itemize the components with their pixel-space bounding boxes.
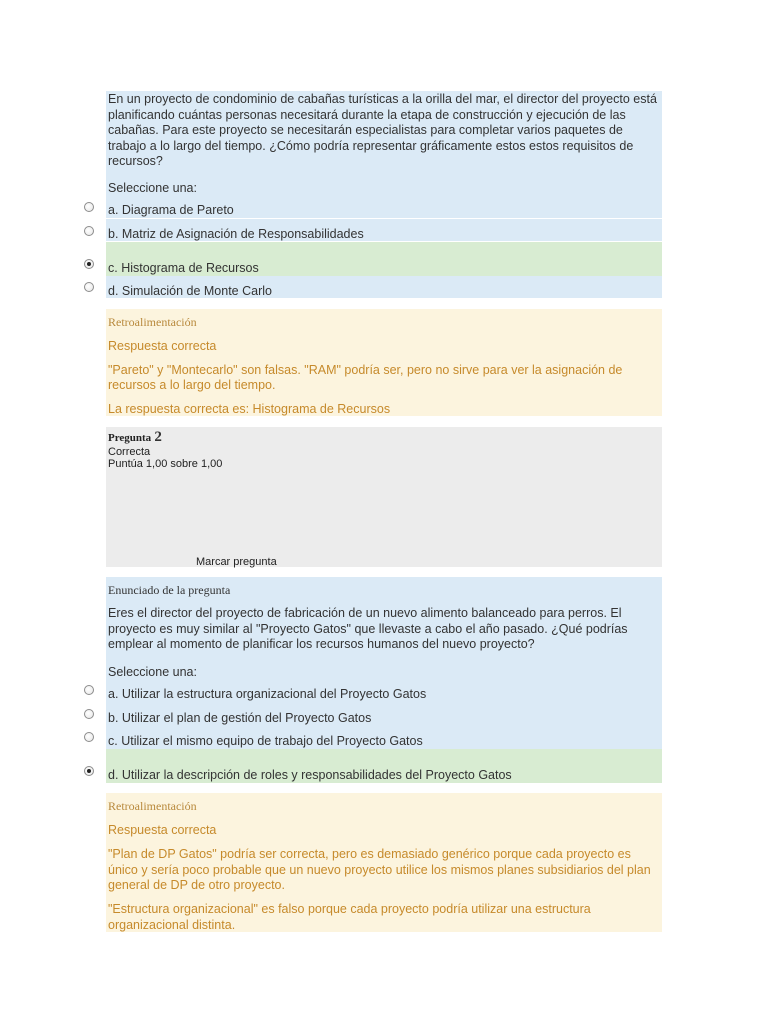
- q2-option-a-radio[interactable]: [84, 685, 94, 695]
- q2-question-text: Eres el director del proyecto de fabricación de un nuevo alimento balanceado para perros. El proyecto es muy similar al "Proyecto Gatos" que llevaste a cabo el año pasado. ¿Qué podrías emplear al momento de planificar los recursos humanos del nuevo proyecto?: [108, 606, 628, 651]
- q1-feedback-line-1: "Pareto" y "Montecarlo" son falsas. "RAM" podría ser, pero no sirve para ver la asignación de: [108, 363, 623, 377]
- q2-option-a-label[interactable]: a. Utilizar la estructura organizacional del Proyecto Gatos: [108, 687, 427, 701]
- q2-option-c-label[interactable]: c. Utilizar el mismo equipo de trabajo del Proyecto Gatos: [108, 734, 423, 748]
- q1-option-a-label[interactable]: a. Diagrama de Pareto: [108, 203, 234, 217]
- q2-info-number: 2: [154, 429, 162, 445]
- q2-statement-heading: Enunciado de la pregunta: [108, 583, 231, 597]
- q1-question-text: En un proyecto de condominio de cabañas turísticas a la orilla del mar, el director del proyecto está planificando cuántas personas necesitará durante la etapa de construcción y ejecución de las cabañas. Para este proyecto se necesitarán especialistas para completar varios paquetes de trabajo a lo largo del tiempo. ¿Cómo podría representar gráficamente estos estos requisitos de recursos?: [108, 92, 657, 168]
- q1-divider: [106, 218, 662, 219]
- q1-option-b-label[interactable]: b. Matriz de Asignación de Responsabilidades: [108, 227, 364, 241]
- q2-option-c-radio[interactable]: [84, 732, 94, 742]
- q1-option-a-radio[interactable]: [84, 202, 94, 212]
- q2-option-d-radio[interactable]: [84, 766, 94, 776]
- q1-feedback-title: Retroalimentación: [108, 315, 197, 329]
- q2-feedback-result: Respuesta correcta: [108, 823, 217, 837]
- q2-info-panel: [106, 427, 662, 567]
- q1-option-b-radio[interactable]: [84, 226, 94, 236]
- q1-option-d-label[interactable]: d. Simulación de Monte Carlo: [108, 284, 272, 298]
- q2-flag-question[interactable]: Marcar pregunta: [196, 556, 277, 568]
- q2-state: Correcta: [108, 446, 151, 458]
- q1-option-c-label[interactable]: c. Histograma de Recursos: [108, 261, 259, 275]
- q2-option-b-label[interactable]: b. Utilizar el plan de gestión del Proyecto Gatos: [108, 711, 372, 725]
- q2-info-title: Pregunta: [108, 432, 152, 444]
- q1-feedback-line-2: recursos a lo largo del tiempo.: [108, 378, 276, 392]
- q2-feedback-para-2: "Estructura organizacional" es falso porque cada proyecto podría utilizar una estructura organizacional distinta.: [108, 902, 591, 932]
- q2-feedback-title: Retroalimentación: [108, 799, 197, 813]
- q2-option-b-radio[interactable]: [84, 709, 94, 719]
- q1-feedback-result: Respuesta correcta: [108, 339, 217, 353]
- q1-option-c-radio[interactable]: [84, 259, 94, 269]
- q1-feedback-answer: La respuesta correcta es: Histograma de Recursos: [108, 402, 391, 416]
- q1-select-prompt: Seleccione una:: [108, 181, 197, 195]
- q2-info-heading: [108, 430, 162, 446]
- q2-feedback-para-1: "Plan de DP Gatos" podría ser correcta, pero es demasiado genérico porque cada proyecto es único y sería poco probable que un nuevo proyecto utilice los mismos planes subsidiarios del plan general de DP de otro proyecto.: [108, 847, 651, 892]
- q1-option-d-radio[interactable]: [84, 282, 94, 292]
- q2-grade: Puntúa 1,00 sobre 1,00: [108, 458, 223, 470]
- q2-option-d-label[interactable]: d. Utilizar la descripción de roles y responsabilidades del Proyecto Gatos: [108, 768, 512, 782]
- q2-select-prompt: Seleccione una:: [108, 665, 197, 679]
